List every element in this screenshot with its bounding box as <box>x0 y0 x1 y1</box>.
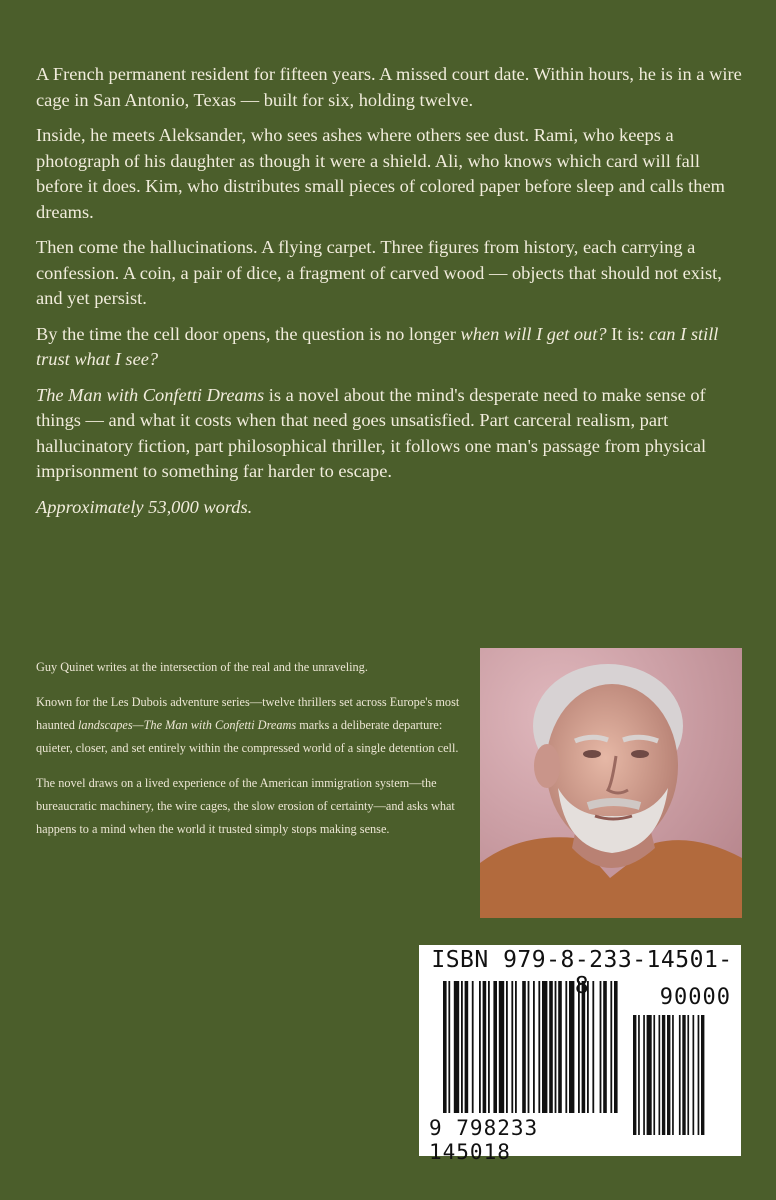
addon-bar <box>698 1015 700 1135</box>
barcode-bar <box>511 981 513 1113</box>
barcode-bar <box>600 981 602 1113</box>
blurb-paragraph-2: Inside, he meets Aleksander, who sees ashes where others see dust. Rami, who keeps a photograph of his daughter as though it were a shield. Ali, who knows which card will fall before it does. Kim, who distributes small pieces of colored paper before sleep and calls them dreams. <box>36 125 725 222</box>
addon-bar <box>679 1015 681 1135</box>
barcode-bar <box>522 981 526 1113</box>
addon-bar <box>643 1015 645 1135</box>
barcode-digits: 9 798233 145018 <box>429 1116 539 1164</box>
barcode-bar <box>461 981 463 1113</box>
book-title-italic: The Man with Confetti Dreams <box>36 384 265 405</box>
bio-paragraph-2 <box>36 691 466 760</box>
bio-paragraph-3: The novel draws on a lived experience of the American immigration system—the bureaucratic machinery, the wire cages, the slow erosion of certainty—and asks what happens to a mind when the world it trusted simply stops making sense. <box>36 776 455 836</box>
blurb-p4-question-1: when will I get out? <box>460 323 607 344</box>
addon-bar <box>633 1015 636 1135</box>
blurb-p4-question-2: can I still trust what I see? <box>36 323 719 369</box>
bio-p2-italic: landscapes—The Man with Confetti Dreams <box>78 718 297 732</box>
barcode-bar <box>499 981 504 1113</box>
author-photo <box>480 648 742 918</box>
addon-bar <box>701 1015 704 1135</box>
barcode-bar <box>515 981 517 1113</box>
isbn-text: ISBN 979-8-233-14501-8 <box>431 947 733 999</box>
addon-bar <box>662 1015 665 1135</box>
addon-bar <box>693 1015 695 1135</box>
barcode-bar <box>549 981 553 1113</box>
author-bio <box>36 656 466 853</box>
blurb-p4-mid: It is: <box>606 323 649 344</box>
addon-bar <box>667 1015 670 1135</box>
barcode-bar <box>555 981 557 1113</box>
bio-paragraph-1: Guy Quinet writes at the intersection of the real and the unraveling. <box>36 660 368 674</box>
addon-bar <box>647 1015 652 1135</box>
barcode-bar <box>542 981 547 1113</box>
barcode-bar <box>587 981 589 1113</box>
barcode-bar <box>533 981 535 1113</box>
barcode-bar <box>610 981 612 1113</box>
word-count <box>36 495 744 521</box>
blurb-paragraph-1: A French permanent resident for fifteen years. A missed court date. Within hours, he is in a wire cage in San Antonio, Texas — built for six, holding twelve. <box>36 64 742 110</box>
barcode-bar <box>528 981 530 1113</box>
barcode-bar <box>483 981 487 1113</box>
author-portrait-image <box>480 648 742 918</box>
barcode-bar <box>582 981 586 1113</box>
barcode-bar <box>614 981 618 1113</box>
blurb-paragraph-5 <box>36 383 744 485</box>
barcode-bar <box>569 981 574 1113</box>
blurb-p4-start: By the time the cell door opens, the question is no longer <box>36 323 461 344</box>
barcode-bar <box>479 981 481 1113</box>
blurb-paragraph-4 <box>36 322 744 373</box>
barcode-bar <box>506 981 508 1113</box>
barcode-bar <box>465 981 469 1113</box>
addon-bar <box>687 1015 689 1135</box>
barcode-bar <box>603 981 607 1113</box>
barcode-bar <box>558 981 562 1113</box>
bio-p2-start: Known for the Les Dubois adventure series—twelve thrillers set across Europe's most haunted <box>36 695 460 732</box>
barcode-bar <box>592 981 594 1113</box>
isbn-barcode <box>419 945 741 1164</box>
addon-bar <box>682 1015 685 1135</box>
blurb-p5-rest: is a novel about the mind's desperate need to make sense of things — and what it costs when that need goes unsatisfied. Part carceral realism, part hallucinatory fiction, part philosophical thriller, it follows one man's passage from physical imprisonment to something far harder to escape. <box>36 384 707 481</box>
barcode-bar <box>448 981 450 1113</box>
barcode-bar <box>493 981 497 1113</box>
addon-bar <box>659 1015 661 1135</box>
barcode-bar <box>488 981 490 1113</box>
price-code: 90000 <box>659 985 731 1010</box>
addon-bar <box>672 1015 674 1135</box>
barcode-bar <box>538 981 540 1113</box>
blurb-paragraph-3: Then come the hallucinations. A flying carpet. Three figures from history, each carrying a confession. A coin, a pair of dice, a fragment of carved wood — objects that should not exist, and yet persist. <box>36 237 722 308</box>
barcode-bar <box>454 981 459 1113</box>
barcode-bar <box>578 981 580 1113</box>
barcode-bar <box>565 981 567 1113</box>
barcode-bar <box>443 981 447 1113</box>
bio-p2-rest: marks a deliberate departure: quieter, closer, and set entirely within the compressed world of a single detention cell. <box>36 718 459 755</box>
barcode-bar <box>472 981 474 1113</box>
addon-bar <box>638 1015 640 1135</box>
addon-bar <box>653 1015 655 1135</box>
back-cover-blurb <box>36 62 744 530</box>
word-count-text: Approximately 53,000 words. <box>36 496 253 517</box>
